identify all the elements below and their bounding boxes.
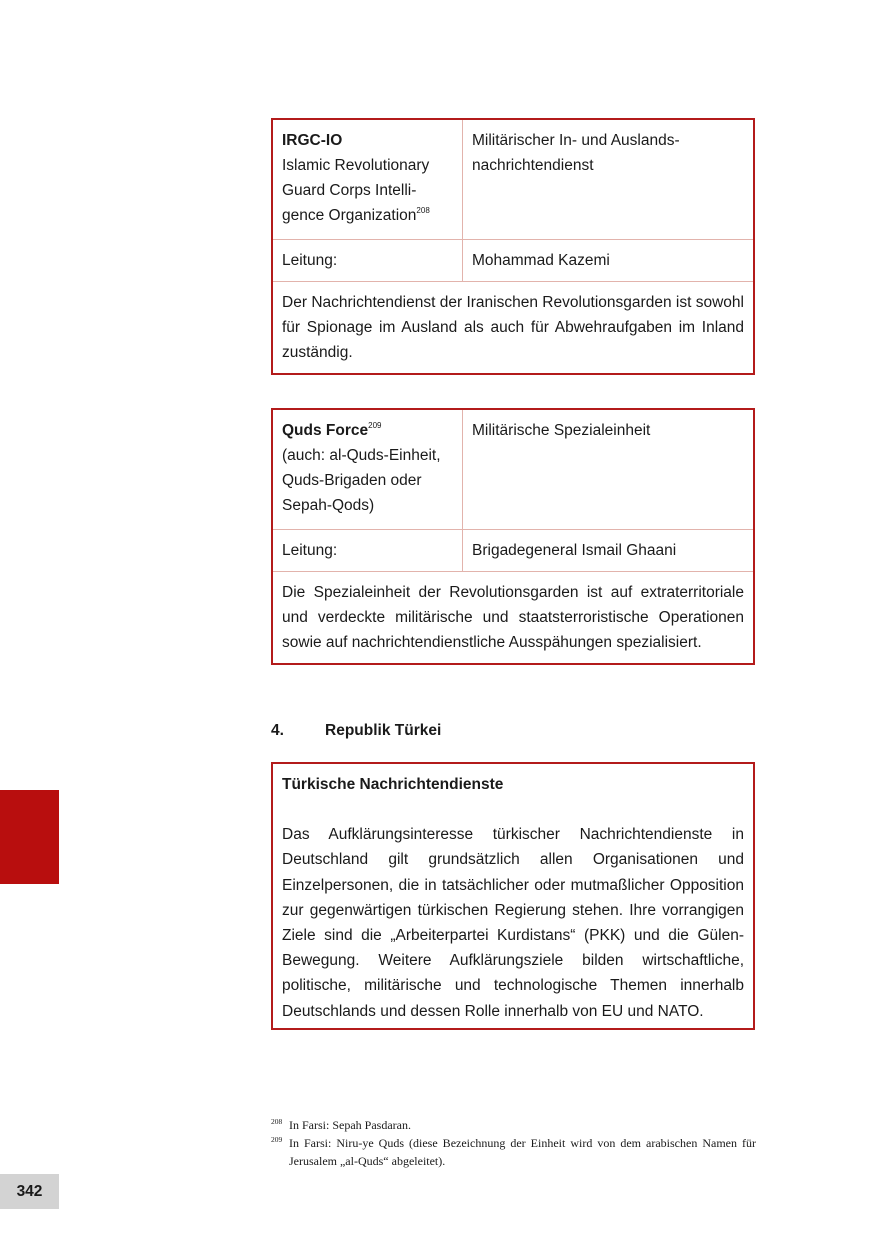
- irgc-leitung-row: [273, 240, 753, 282]
- footnote-ref-208[interactable]: 208: [416, 206, 430, 215]
- page-number: 342: [0, 1174, 59, 1209]
- quds-subtitle-line: Sepah-Qods): [282, 497, 375, 514]
- footnote-text: In Farsi: Sepah Pasdaran.: [289, 1118, 411, 1132]
- section-heading: [271, 722, 441, 740]
- quds-header-row: [273, 410, 753, 530]
- quds-leitung-row: [273, 530, 753, 572]
- section-number: 4.: [271, 722, 284, 739]
- irgc-type-cell: [463, 120, 753, 239]
- footnote-mark: 208: [271, 1117, 283, 1126]
- footnote-text: In Farsi: Niru-ye Quds (diese Bezeichnung der Einheit wird von dem arabischen Namen für Jerusalem „al-Quds“ abgeleitet).: [289, 1136, 756, 1168]
- quds-title: Quds Force: [282, 422, 369, 439]
- irgc-io-box: [271, 118, 755, 375]
- chapter-side-tab: [0, 790, 59, 884]
- irgc-title: IRGC-IO: [282, 132, 343, 149]
- irgc-header-row: [273, 120, 753, 240]
- turkey-box-body: Das Aufklärungsinteresse türkischer Nachrichtendienste in Deutschland gilt grundsätzlich allen Organisationen und Einzelpersonen, die in tatsächlicher oder mutmaßlicher Opposition zur gegenwärtigen türkischen Regierung stehen. Ihre vorrangigen Ziele sind die „Arbeiterpartei Kurdistans“ (PKK) und die Gülen-Bewegung. Weitere Aufklärungsziele bilden wirtschaftliche, politische, militärische und technologische Themen innerhalb Deutschlands und dessen Rolle innerhalb von EU und NATO.: [282, 826, 744, 1020]
- irgc-description: Der Nachrichtendienst der Iranischen Revolutionsgarden ist sowohl für Spionage im Ausland als auch für Abwehraufgaben im Inland zuständig.: [282, 294, 744, 361]
- footnote-208: [271, 1116, 756, 1134]
- irgc-subtitle-line: gence Organization: [282, 207, 417, 224]
- quds-force-box: [271, 408, 755, 665]
- quds-leitung-label: Leitung:: [273, 530, 463, 571]
- irgc-name-cell: [273, 120, 463, 239]
- irgc-subtitle-line: Islamic Revolutionary: [282, 157, 430, 174]
- footnotes: [271, 1116, 756, 1170]
- quds-description: Die Spezialeinheit der Revolutionsgarden ist auf extraterritoriale und verdeckte militärische und staatsterroristische Operationen sowie auf nachrichtendienstliche Ausspähungen spezialisiert.: [282, 584, 744, 651]
- quds-subtitle-line: (auch: al-Quds-Einheit,: [282, 447, 441, 464]
- footnote-209: [271, 1134, 756, 1170]
- section-title: Republik Türkei: [325, 722, 442, 739]
- quds-type-cell: Militärische Spezialeinheit: [472, 422, 651, 439]
- quds-description-row: [273, 572, 753, 663]
- irgc-leitung-value: Mohammad Kazemi: [472, 252, 610, 269]
- quds-subtitle-line: Quds-Brigaden oder: [282, 472, 422, 489]
- irgc-leitung-label: Leitung:: [273, 240, 463, 281]
- turkey-box: [271, 762, 755, 1030]
- turkey-box-title: Türkische Nachrichtendienste: [282, 776, 504, 793]
- irgc-description-row: [273, 282, 753, 373]
- irgc-type-line: Militärischer In- und Auslands-: [472, 132, 680, 149]
- irgc-type-line: nachrichtendienst: [472, 157, 594, 174]
- irgc-subtitle-line: Guard Corps Intelli-: [282, 182, 417, 199]
- footnote-mark: 209: [271, 1135, 283, 1144]
- quds-leitung-value: Brigadegeneral Ismail Ghaani: [472, 542, 677, 559]
- quds-name-cell: [273, 410, 463, 529]
- footnote-ref-209[interactable]: 209: [368, 421, 382, 430]
